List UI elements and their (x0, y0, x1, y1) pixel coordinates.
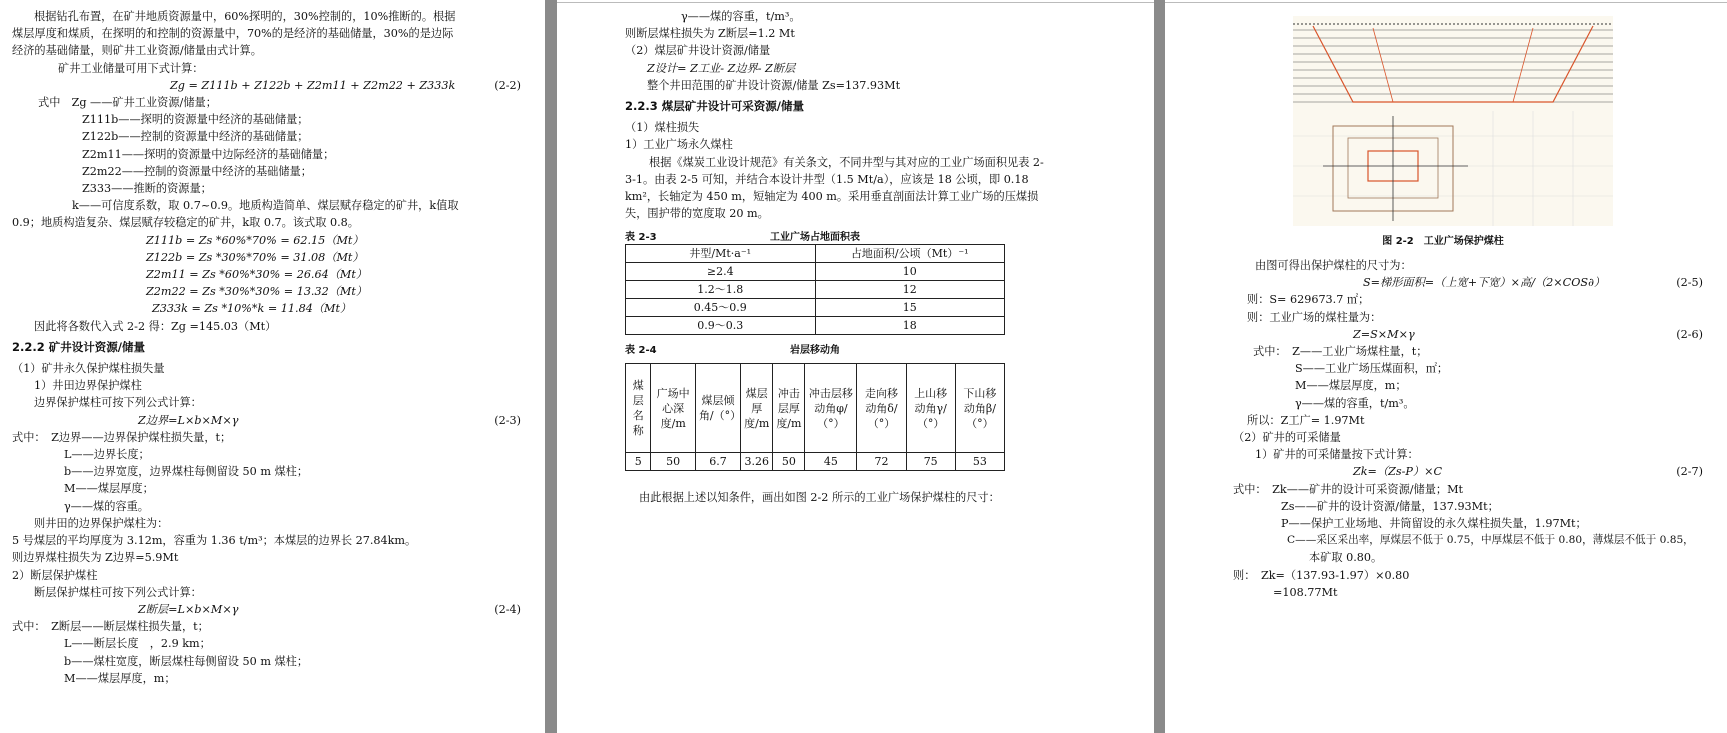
equation-2-5 (1233, 274, 1719, 291)
table-cell: 0.45～0.9 (626, 299, 816, 317)
result-line: 因此将各数代入式 2-2 得：Zg =145.03（Mt） (34, 319, 277, 333)
table-2-3 (625, 244, 1005, 335)
movement-line (1513, 28, 1533, 102)
stratum-lines (1293, 30, 1613, 102)
table-cell: 12 (815, 281, 1005, 299)
table-cell: 75 (906, 453, 955, 471)
table-caption (625, 341, 1005, 357)
result-line: 则： Zk=（137.93-1.97）×0.80 (1233, 568, 1410, 582)
equation-number: (2-3) (494, 413, 521, 427)
paragraph-line: 由此根据上述以知条件，画出如图 2-2 所示的工业广场保护煤柱的尺寸： (639, 491, 1000, 505)
table-cell: 6.7 (695, 453, 740, 471)
table-row (626, 299, 1005, 317)
definition-line: b——煤柱宽度，断层煤柱每侧留设 50 m 煤柱； (64, 654, 309, 668)
header-rule (557, 2, 1154, 3)
figure-caption: 图 2-2 工业广场保护煤柱 (1382, 236, 1504, 247)
paragraph-line: 由图可得出保护煤柱的尺寸为： (1255, 259, 1412, 272)
definition-line: M——煤层厚度，m； (1295, 379, 1407, 393)
subheading: 1）井田边界保护煤柱 (34, 379, 142, 393)
table-cell: 45 (805, 453, 857, 471)
table-cell: 53 (955, 453, 1004, 471)
document-page-3 (1165, 0, 1727, 733)
paragraph-line: 断层保护煤柱可按下列公式计算： (34, 585, 202, 599)
table-header-cell: 冲击层厚度/m (773, 364, 805, 453)
calc-line: Z111b = Zs *60%*70% = 62.15（Mt） (146, 233, 364, 247)
page-gap (545, 0, 557, 733)
calc-line: Z2m11 = Zs *60%*30% = 26.64（Mt） (146, 268, 368, 282)
definition-line: 本矿取 0.80。 (1309, 551, 1383, 565)
table-header-cell: 煤层倾角/（°） (695, 364, 740, 453)
definition-line: 式中 Zg ——矿井工业资源/储量； (38, 96, 217, 110)
table-row (626, 281, 1005, 299)
paragraph-line: 根据钻孔布置，在矿井地质资源量中，60%探明的，30%控制的，10%推断的。根据 (34, 10, 456, 23)
equation-text: Z断层=L×b×M×γ (138, 602, 239, 616)
definition-line: Z333——推断的资源量； (82, 182, 212, 196)
subheading: 1）工业广场永久煤柱 (625, 138, 733, 152)
paragraph-line: 矿井工业储量可用下式计算： (58, 61, 204, 75)
definition-line: M——煤层厚度； (64, 482, 154, 496)
paragraph-line: 1）矿井的可采储量按下式计算： (1255, 448, 1419, 462)
table-caption (625, 228, 1005, 244)
table-row (626, 263, 1005, 281)
definition-line: γ——煤的容重，t/m³。 (681, 10, 801, 23)
definition-line: γ——煤的容重，t/m³。 (1295, 396, 1415, 410)
paragraph: 根据《煤炭工业设计规范》有关条文，不同井型与其对应的工业广场面积见表 2-3-1。由表 2-5 可知，并结合本设计井型（1.5 Mt/a），应该是 18 公顷，即 0.18 km²，长轴定为 450 m，短轴定为 400 m。采用垂直剖面法计算工业广场的压煤损失，围护带的宽度取 20 m。 (625, 155, 1044, 221)
table-header-cell: 占地面积/公顷（Mt）⁻¹ (815, 245, 1005, 263)
pillar-boundary-section (1313, 26, 1593, 102)
definition-line: Z2m22——控制的资源量中经济的基础储量； (82, 164, 312, 178)
equation-text: Zg = Z111b + Z122b + Z2m11 + Z2m22 + Z333k (170, 78, 456, 92)
paragraph-line: 则：工业广场的煤柱量为： (1247, 310, 1382, 324)
calc-line: Z333k = Zs *10%*k = 11.84（Mt） (152, 302, 352, 316)
equation-number: (2-5) (1676, 276, 1703, 290)
paragraph-line: 整个井田范围的矿井设计资源/储量 Zs=137.93Mt (647, 78, 901, 92)
table-header-cell: 煤层名称 (626, 364, 651, 453)
table-header-cell: 冲击层移动角φ/（°） (805, 364, 857, 453)
subheading: （1）煤柱损失 (625, 121, 700, 135)
table-header-cell: 煤层厚度/m (741, 364, 773, 453)
equation-2-2 (12, 77, 537, 94)
table-2-4 (625, 363, 1005, 471)
calc-line: Z122b = Zs *30%*70% = 31.08（Mt） (146, 250, 364, 264)
paragraph-line: 所以：Z工广= 1.97Mt (1247, 413, 1365, 427)
table-header-cell: 井型/Mt·a⁻¹ (626, 245, 816, 263)
definition-line: k——可信度系数，取 0.7~0.9。地质构造简单、煤层赋存稳定的矿井，k值取 (72, 199, 459, 213)
section-heading: 2.2.3 煤层矿井设计可采资源/储量 (625, 99, 804, 114)
table-header-cell: 下山移动角β/（°） (955, 364, 1004, 453)
subheading: （2）煤层矿井设计资源/储量 (625, 44, 771, 58)
table-cell: 15 (815, 299, 1005, 317)
definition-line: M——煤层厚度，m； (64, 671, 176, 685)
table-row (626, 453, 1005, 471)
table-cell: 18 (815, 317, 1005, 335)
document-page-1 (0, 0, 545, 733)
definition-line: C——采区采出率，厚煤层不低于 0.75，中厚煤层不低于 0.80，薄煤层不低于 0.85， (1287, 534, 1694, 547)
equation-text: Zk=（Zs-P）×C (1353, 465, 1443, 479)
table-cell: 50 (773, 453, 805, 471)
equation-number: (2-7) (1676, 465, 1703, 479)
table-number: 表 2-4 (625, 345, 657, 357)
equation-text: Z边界=L×b×M×γ (138, 413, 239, 427)
paragraph-line: 则：S= 629673.7 ㎡； (1247, 293, 1370, 307)
table-cell: 1.2～1.8 (626, 281, 816, 299)
table-header-row (626, 245, 1005, 263)
table-cell: 72 (857, 453, 906, 471)
definition-line: L——边界长度； (64, 448, 150, 462)
definition-line: Zs——矿井的设计资源/储量，137.93Mt； (1281, 499, 1499, 513)
table-header-cell: 上山移动角γ/（°） (906, 364, 955, 453)
movement-line (1373, 28, 1393, 102)
definition-line: 式中： Z边界——边界保护煤柱损失量，t； (12, 430, 232, 444)
page-gap (1154, 0, 1165, 733)
definition-line: S——工业广场压煤面积，㎡； (1295, 362, 1449, 376)
definition-line: 式中： Z断层——断层煤柱损失量，t； (12, 620, 209, 634)
subheading: （1）矿井永久保护煤柱损失量 (12, 362, 165, 376)
definition-line: b——边界宽度，边界煤柱每侧留设 50 m 煤柱； (64, 465, 309, 479)
equation-number: (2-4) (494, 602, 521, 616)
definition-line: P——保护工业场地、井筒留设的永久煤柱损失量，1.97Mt； (1281, 517, 1587, 531)
table-title: 岩层移动角 (790, 345, 840, 357)
equation-2-7 (1233, 463, 1719, 480)
definition-line: Z2m11——探明的资源量中边际经济的基础储量； (82, 147, 335, 161)
table-cell: 10 (815, 263, 1005, 281)
table-cell: 50 (651, 453, 696, 471)
table-cell: 0.9～0.3 (626, 317, 816, 335)
paragraph-line: 煤层厚度和煤质，在探明的和控制的资源量中，70%的是经济的基础储量，30%的是边际 (12, 27, 454, 41)
table-header-row (626, 364, 1005, 453)
table-header-cell: 广场中心深度/m (651, 364, 696, 453)
result-line: =108.77Mt (1273, 585, 1338, 599)
equation-2-6 (1233, 326, 1719, 343)
table-header-cell: 走向移动角δ/（°） (857, 364, 906, 453)
header-rule (1165, 2, 1727, 3)
document-page-2 (557, 0, 1154, 733)
definition-line: 式中： Zk——矿井的设计可采资源/储量；Mt (1233, 482, 1464, 496)
table-cell: 3.26 (741, 453, 773, 471)
figure-protective-pillar (1293, 16, 1613, 226)
table-row (626, 317, 1005, 335)
definition-line: 式中： Z——工业广场煤柱量，t； (1253, 345, 1428, 359)
definition-line: γ——煤的容重。 (64, 499, 149, 513)
equation-2-3 (12, 412, 537, 429)
paragraph-line: 经济的基础储量，则矿井工业资源/储量由式计算。 (12, 44, 262, 58)
table-number: 表 2-3 (625, 232, 657, 244)
table-title: 工业广场占地面积表 (770, 232, 860, 244)
equation-number: (2-2) (494, 78, 521, 92)
equation-2-4 (12, 601, 537, 618)
equation-text: Z设计= Z工业- Z边界- Z断层 (647, 61, 796, 75)
paragraph-line: 则边界煤柱损失为 Z边界=5.9Mt (12, 551, 179, 565)
table-cell: ≥2.4 (626, 263, 816, 281)
subheading: 2）断层保护煤柱 (12, 568, 98, 582)
calc-line: Z2m22 = Zs *30%*30% = 13.32（Mt） (146, 285, 368, 299)
section-heading: 2.2.2 矿井设计资源/储量 (12, 339, 145, 354)
table-cell: 5 (626, 453, 651, 471)
paragraph-line: 则断层煤柱损失为 Z断层=1.2 Mt (625, 27, 795, 41)
definition-line: 0.9；地质构造复杂、煤层赋存较稳定的矿井，k取 0.7。该式取 0.8。 (12, 216, 359, 230)
equation-number: (2-6) (1676, 327, 1703, 341)
definition-line: Z111b——探明的资源量中经济的基础储量； (82, 113, 309, 127)
subheading: （2）矿井的可采储量 (1233, 431, 1341, 445)
definition-line: L——断层长度 ，2.9 km； (64, 637, 211, 651)
paragraph-line: 5 号煤层的平均厚度为 3.12m，容重为 1.36 t/m³；本煤层的边界长 27.84km。 (12, 534, 417, 548)
paragraph-line: 边界保护煤柱可按下列公式计算： (34, 396, 202, 410)
definition-line: Z122b——控制的资源量中经济的基础储量； (82, 130, 309, 144)
equation-text: Z=S×M×γ (1353, 327, 1415, 341)
paragraph-line: 则井田的边界保护煤柱为： (34, 516, 169, 530)
equation-text: S=梯形面积=（上宽+下宽）×高/（2×COS∂） (1363, 276, 1606, 290)
